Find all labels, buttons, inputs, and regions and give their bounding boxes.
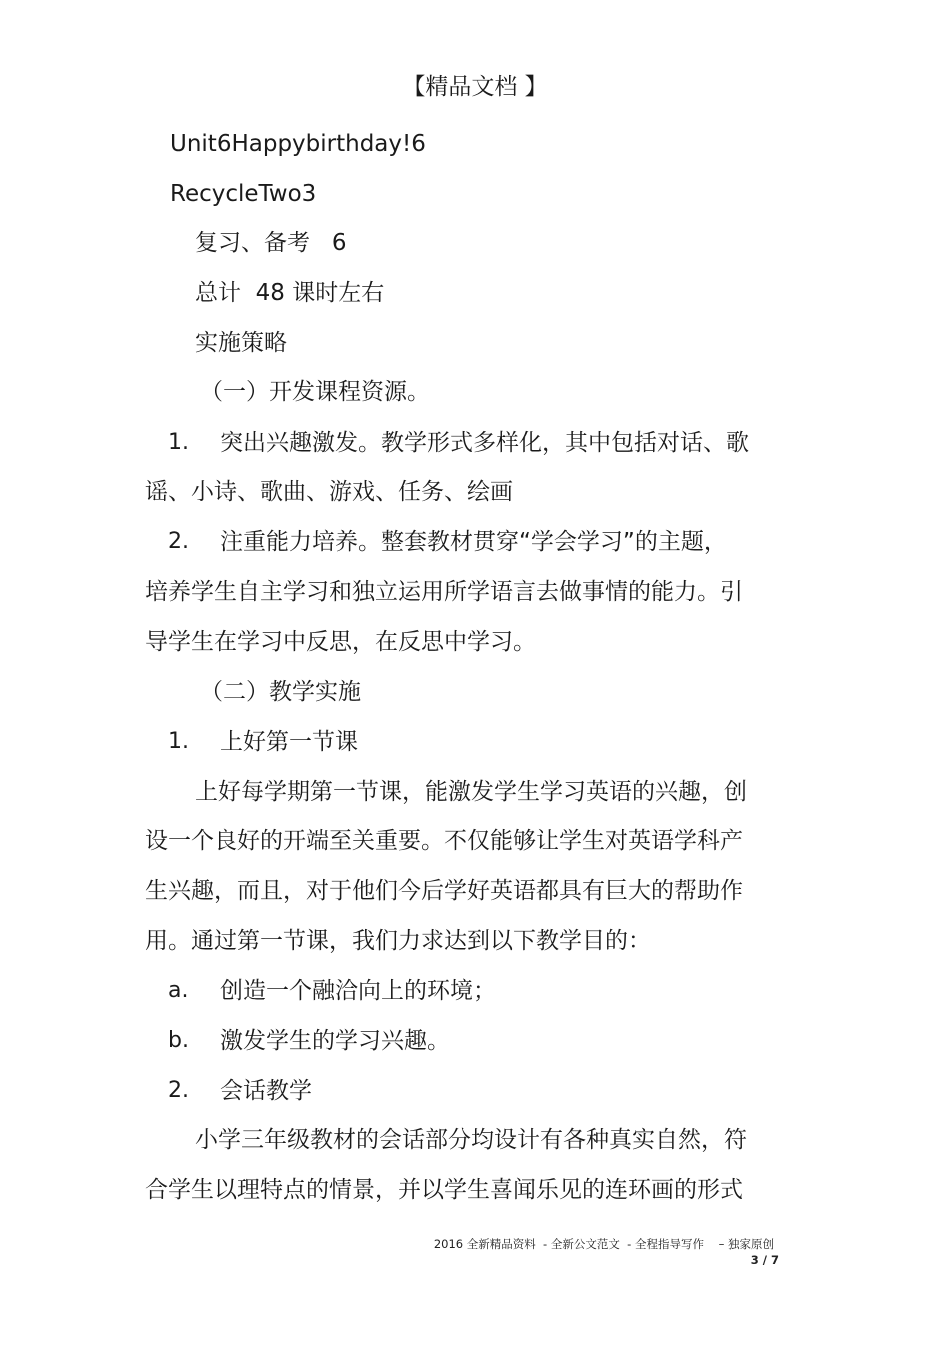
section2-heading: （二）教学实施 <box>200 679 361 705</box>
item2-text-line3: 导学生在学习中反思，在反思中学习。 <box>145 629 536 655</box>
strategy-heading: 实施策略 <box>195 330 287 356</box>
para2-line1: 小学三年级教材的会话部分均设计有各种真实自然，符 <box>195 1127 747 1153</box>
sub2-title: 会话教学 <box>220 1078 312 1104</box>
document-header-title: 【精品文档 】 <box>402 74 548 100</box>
total-hours-line: 总计 48 课时左右 <box>195 280 385 306</box>
review-line: 复习、备考 6 <box>195 230 347 256</box>
item2-text-line1: 注重能力培养。整套教材贯穿“学会学习”的主题， <box>220 529 727 555</box>
recycle-line: RecycleTwo3 <box>170 181 317 207</box>
para1-line1: 上好每学期第一节课，能激发学生学习英语的兴趣，创 <box>195 779 747 805</box>
sub1-number: 1. <box>168 729 189 754</box>
para1-line2: 设一个良好的开端至关重要。不仅能够让学生对英语学科产 <box>145 828 743 854</box>
goal-a-label: a. <box>168 978 189 1003</box>
para1-line4: 用。通过第一节课，我们力求达到以下教学目的： <box>145 928 651 954</box>
para2-line2: 合学生以理特点的情景，并以学生喜闻乐见的连环画的形式 <box>145 1177 743 1203</box>
item1-text-line2: 谣、小诗、歌曲、游戏、任务、绘画 <box>145 479 513 505</box>
section1-heading: （一）开发课程资源。 <box>200 379 430 405</box>
item1-number: 1. <box>168 430 189 455</box>
footer-tagline: 2016 全新精品资料 - 全新公文范文 - 全程指导写作 – 独家原创 <box>433 1237 774 1251</box>
item1-text-line1: 突出兴趣激发。教学形式多样化，其中包括对话、歌 <box>220 430 749 456</box>
unit-line: Unit6Happybirthday!6 <box>170 131 426 157</box>
goal-b-text: 激发学生的学习兴趣。 <box>220 1028 450 1054</box>
goal-b-label: b. <box>168 1028 189 1053</box>
para1-line3: 生兴趣，而且，对于他们今后学好英语都具有巨大的帮助作 <box>145 878 743 904</box>
item2-number: 2. <box>168 529 189 554</box>
footer-page-number: 3 / 7 <box>750 1253 779 1267</box>
item2-text-line2: 培养学生自主学习和独立运用所学语言去做事情的能力。引 <box>145 579 743 605</box>
sub2-number: 2. <box>168 1078 189 1103</box>
sub1-title: 上好第一节课 <box>220 729 358 755</box>
goal-a-text: 创造一个融洽向上的环境； <box>220 978 496 1004</box>
